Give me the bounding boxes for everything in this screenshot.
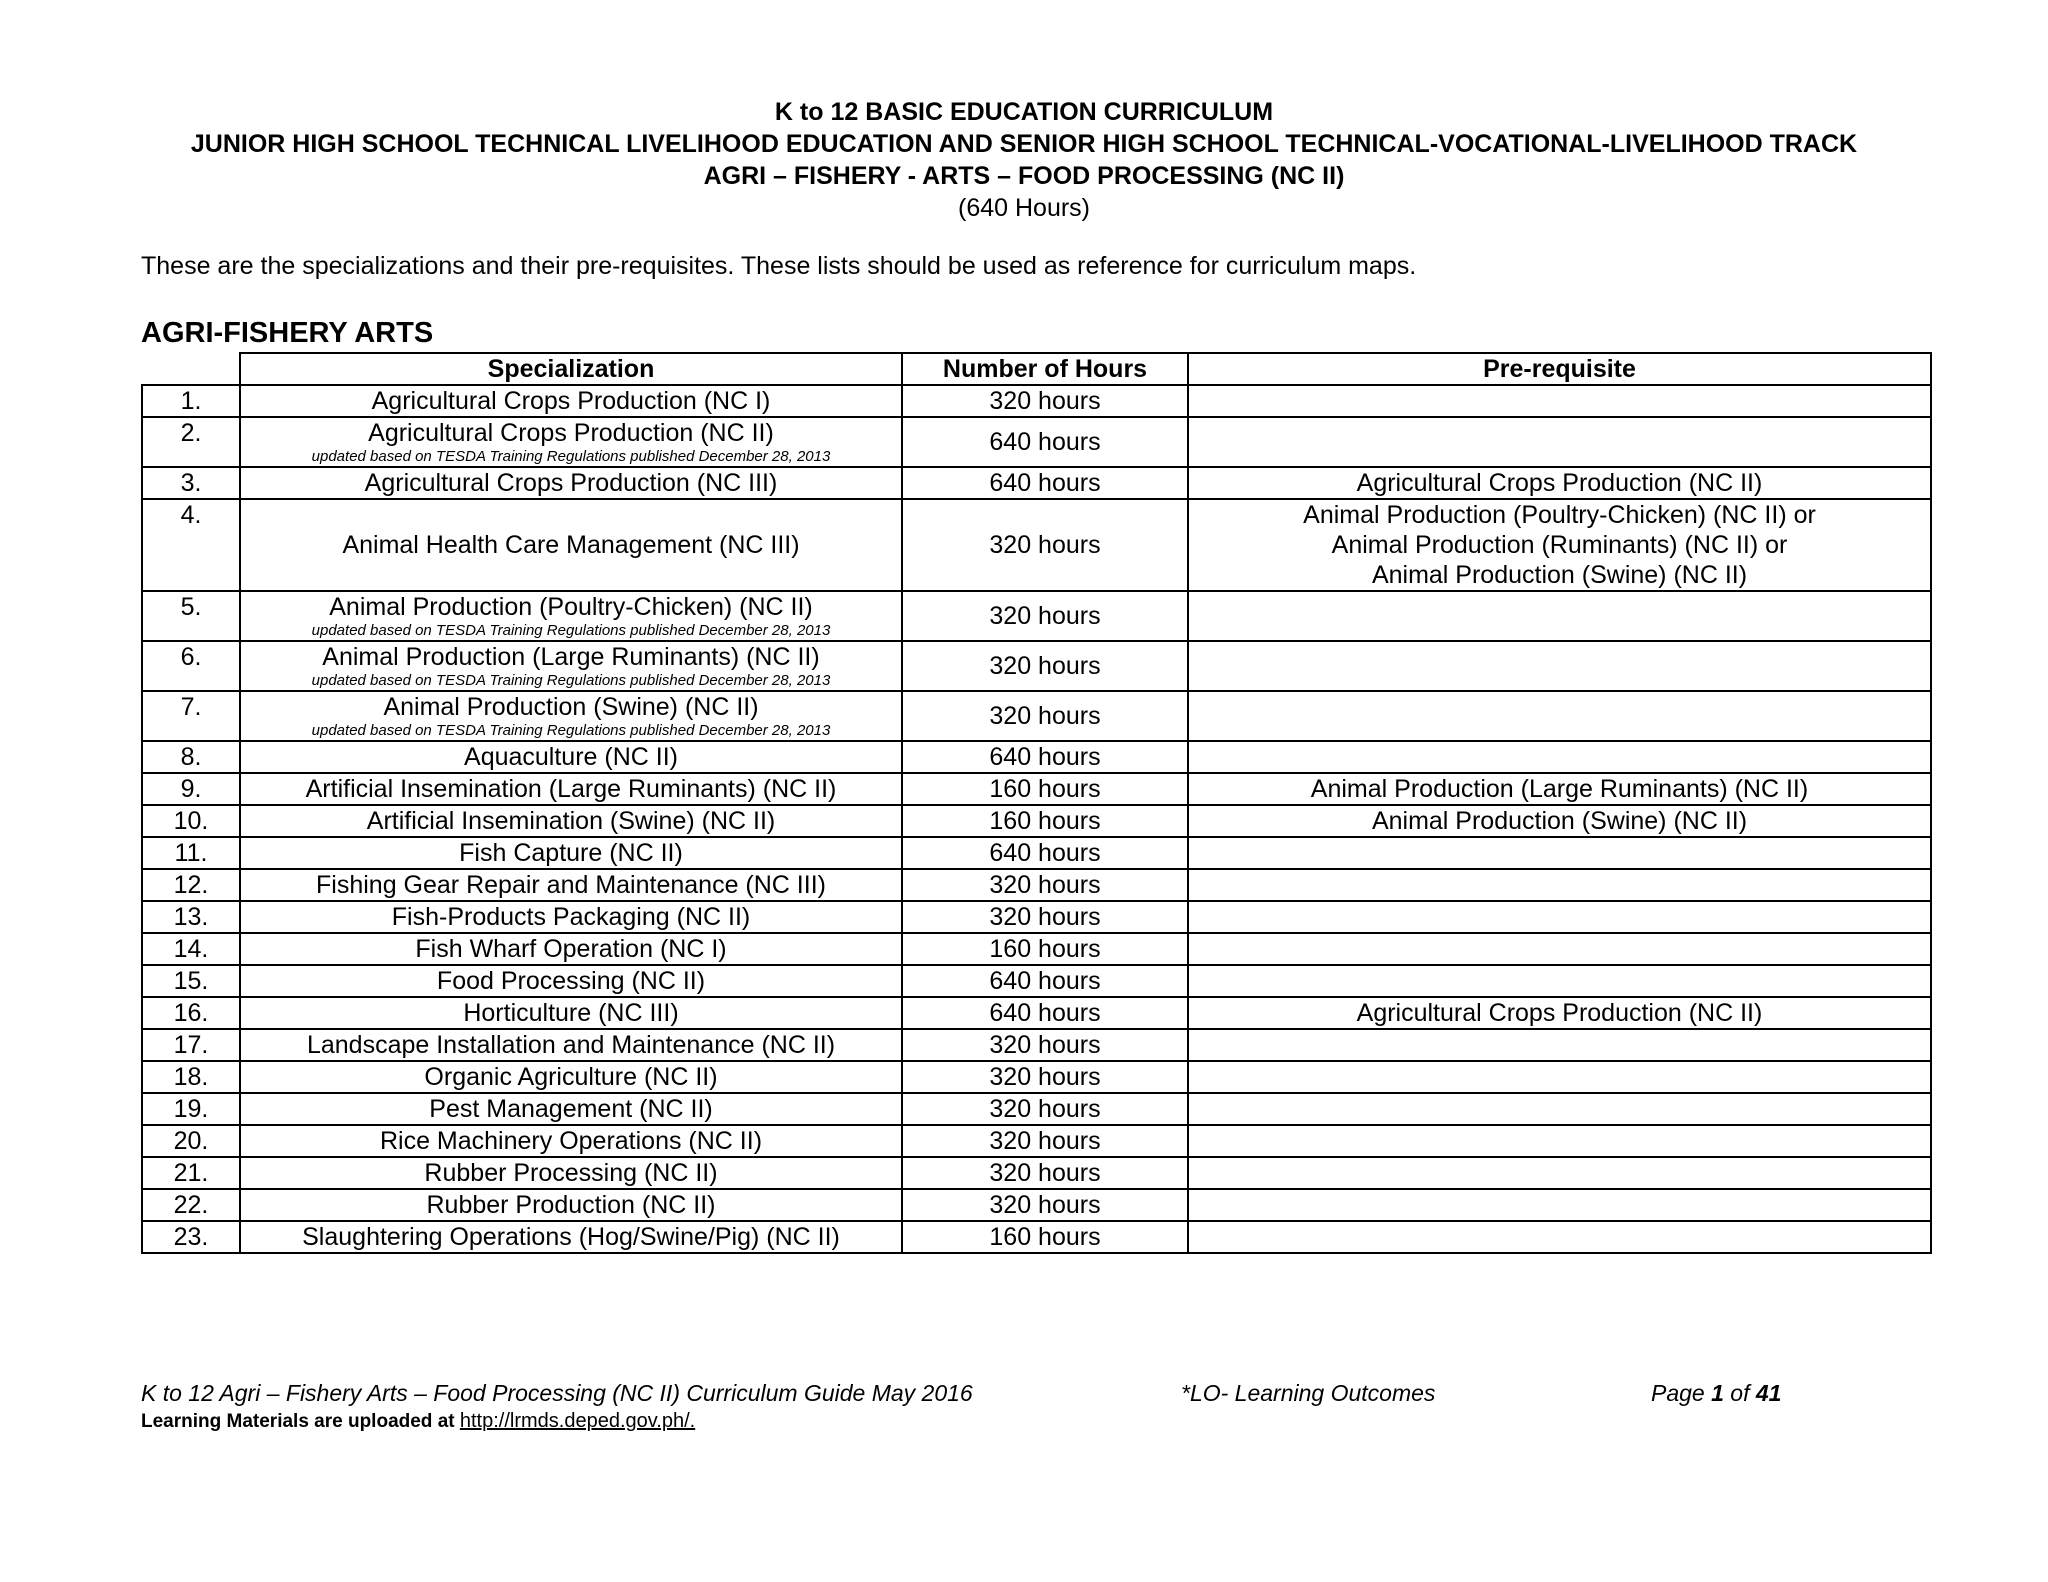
specialization-name: Animal Production (Poultry-Chicken) (NC II)	[329, 593, 813, 621]
specialization-table	[141, 352, 1932, 1254]
specialization-cell	[240, 691, 902, 741]
specialization-name: Aquaculture (NC II)	[464, 743, 678, 771]
table-row	[142, 691, 1931, 741]
hours-cell: 320 hours	[902, 591, 1188, 641]
specialization-cell	[240, 1061, 902, 1093]
header-number-cell	[142, 353, 240, 385]
specialization-cell	[240, 997, 902, 1029]
table-row	[142, 933, 1931, 965]
row-number: 11.	[142, 837, 240, 869]
row-number: 15.	[142, 965, 240, 997]
curriculum-title: K to 12 BASIC EDUCATION CURRICULUM	[774, 98, 1274, 126]
row-number: 5.	[142, 591, 240, 641]
hours-cell: 160 hours	[902, 805, 1188, 837]
table-row	[142, 805, 1931, 837]
prerequisite-cell	[1188, 641, 1931, 691]
prerequisite-cell	[1188, 933, 1931, 965]
hours-cell: 320 hours	[902, 901, 1188, 933]
row-number: 2.	[142, 417, 240, 467]
specialization-name: Animal Health Care Management (NC III)	[342, 531, 800, 559]
prerequisite-cell	[1188, 591, 1931, 641]
prerequisite-cell: Animal Production (Swine) (NC II)	[1188, 805, 1931, 837]
table-row	[142, 1125, 1931, 1157]
prerequisite-cell	[1188, 1221, 1931, 1253]
hours-cell: 320 hours	[902, 869, 1188, 901]
prerequisite-cell	[1188, 1157, 1931, 1189]
hours-cell: 320 hours	[902, 1029, 1188, 1061]
update-note: updated based on TESDA Training Regulations published December 28, 2013	[311, 722, 831, 739]
prerequisite-cell	[1188, 1029, 1931, 1061]
specialization-cell	[240, 773, 902, 805]
materials-link[interactable]: http://lrmds.deped.gov.ph/.	[459, 1410, 696, 1432]
hours-cell: 320 hours	[902, 1061, 1188, 1093]
table-row	[142, 467, 1931, 499]
table-row	[142, 385, 1931, 417]
row-number: 8.	[142, 741, 240, 773]
hours-cell: 320 hours	[902, 641, 1188, 691]
update-note: updated based on TESDA Training Regulations published December 28, 2013	[311, 672, 831, 689]
prerequisite-cell	[1188, 1125, 1931, 1157]
track-title: JUNIOR HIGH SCHOOL TECHNICAL LIVELIHOOD EDUCATION AND SENIOR HIGH SCHOOL TECHNICAL-VOCATIONAL-LIVELIHOOD TRACK	[190, 130, 1858, 158]
table-row	[142, 837, 1931, 869]
specialization-name: Fishing Gear Repair and Maintenance (NC III)	[316, 871, 826, 899]
row-number: 22.	[142, 1189, 240, 1221]
row-number: 16.	[142, 997, 240, 1029]
specialization-cell	[240, 933, 902, 965]
table-row	[142, 417, 1931, 467]
prerequisite-cell	[1188, 837, 1931, 869]
hours-cell: 160 hours	[902, 933, 1188, 965]
table-row	[142, 1061, 1931, 1093]
specialization-cell	[240, 499, 902, 591]
prerequisite-cell	[1188, 741, 1931, 773]
specialization-cell	[240, 1189, 902, 1221]
column-header-specialization: Specialization	[240, 353, 902, 385]
specialization-name: Artificial Insemination (Large Ruminants) (NC II)	[305, 775, 837, 803]
specialization-name: Slaughtering Operations (Hog/Swine/Pig) (NC II)	[302, 1223, 840, 1251]
intro-text: These are the specializations and their pre-requisites. These lists should be used as reference for curriculum maps.	[141, 252, 1417, 280]
row-number: 6.	[142, 641, 240, 691]
column-header-hours: Number of Hours	[902, 353, 1188, 385]
table-row	[142, 965, 1931, 997]
row-number: 9.	[142, 773, 240, 805]
table-row	[142, 1221, 1931, 1253]
specialization-name: Pest Management (NC II)	[429, 1095, 713, 1123]
hours-cell: 320 hours	[902, 1157, 1188, 1189]
specialization-cell	[240, 1029, 902, 1061]
hours-cell: 640 hours	[902, 837, 1188, 869]
footer-guide: K to 12 Agri – Fishery Arts – Food Processing (NC II) Curriculum Guide May 2016	[141, 1380, 973, 1406]
specialization-name: Animal Production (Large Ruminants) (NC II)	[322, 643, 820, 671]
page-indicator	[1651, 1380, 1781, 1407]
specialization-cell	[240, 385, 902, 417]
section-title: AGRI-FISHERY ARTS	[141, 317, 434, 349]
specialization-cell	[240, 1125, 902, 1157]
hours-cell: 320 hours	[902, 1093, 1188, 1125]
hours-cell: 640 hours	[902, 417, 1188, 467]
prerequisite-cell	[1188, 869, 1931, 901]
table-row	[142, 741, 1931, 773]
specialization-cell	[240, 869, 902, 901]
hours-cell: 320 hours	[902, 499, 1188, 591]
row-number: 12.	[142, 869, 240, 901]
specialization-name: Agricultural Crops Production (NC III)	[364, 469, 778, 497]
specialization-cell	[240, 417, 902, 467]
table-row	[142, 869, 1931, 901]
row-number: 21.	[142, 1157, 240, 1189]
table-row	[142, 773, 1931, 805]
hours-cell: 640 hours	[902, 997, 1188, 1029]
page-number: 1	[1711, 1380, 1724, 1406]
update-note: updated based on TESDA Training Regulations published December 28, 2013	[311, 622, 831, 639]
specialization-cell	[240, 641, 902, 691]
specialization-cell	[240, 1157, 902, 1189]
row-number: 19.	[142, 1093, 240, 1125]
table-row	[142, 1029, 1931, 1061]
table-row	[142, 901, 1931, 933]
document-header	[0, 96, 2048, 224]
prerequisite-cell	[1188, 385, 1931, 417]
table-body	[142, 385, 1931, 1253]
specialization-name: Fish Capture (NC II)	[459, 839, 683, 867]
prerequisite-cell	[1188, 1093, 1931, 1125]
prerequisite-cell: Agricultural Crops Production (NC II)	[1188, 997, 1931, 1029]
materials-label: Learning Materials are uploaded at	[141, 1411, 455, 1432]
specialization-name: Food Processing (NC II)	[436, 967, 706, 995]
row-number: 23.	[142, 1221, 240, 1253]
materials-line	[141, 1410, 695, 1433]
table-row	[142, 997, 1931, 1029]
specialization-cell	[240, 741, 902, 773]
prerequisite-cell: Agricultural Crops Production (NC II)	[1188, 467, 1931, 499]
specialization-cell	[240, 965, 902, 997]
hours-cell: 320 hours	[902, 385, 1188, 417]
specialization-cell	[240, 805, 902, 837]
hours-cell: 320 hours	[902, 1125, 1188, 1157]
specialization-cell	[240, 1093, 902, 1125]
row-number: 7.	[142, 691, 240, 741]
specialization-name: Agricultural Crops Production (NC I)	[371, 387, 771, 415]
prerequisite-cell	[1188, 901, 1931, 933]
row-number: 1.	[142, 385, 240, 417]
row-number: 20.	[142, 1125, 240, 1157]
hours-cell: 640 hours	[902, 965, 1188, 997]
row-number: 10.	[142, 805, 240, 837]
specialization-cell	[240, 1221, 902, 1253]
row-number: 13.	[142, 901, 240, 933]
page-total: 41	[1755, 1380, 1782, 1406]
specialization-cell	[240, 591, 902, 641]
update-note: updated based on TESDA Training Regulations published December 28, 2013	[311, 448, 831, 465]
table-row	[142, 641, 1931, 691]
specialization-cell	[240, 467, 902, 499]
table-row	[142, 1189, 1931, 1221]
course-title: AGRI – FISHERY - ARTS – FOOD PROCESSING (NC II)	[703, 162, 1345, 190]
hours-cell: 640 hours	[902, 741, 1188, 773]
specialization-name: Rice Machinery Operations (NC II)	[379, 1127, 763, 1155]
page-prefix: Page	[1651, 1380, 1705, 1406]
specialization-name: Agricultural Crops Production (NC II)	[368, 419, 774, 447]
hours-cell: 320 hours	[902, 1189, 1188, 1221]
footer-lo-note: *LO- Learning Outcomes	[1181, 1380, 1436, 1406]
specialization-cell	[240, 901, 902, 933]
table-row	[142, 591, 1931, 641]
hours-cell: 160 hours	[902, 773, 1188, 805]
table-row	[142, 499, 1931, 591]
prerequisite-cell	[1188, 965, 1931, 997]
specialization-name: Rubber Processing (NC II)	[424, 1159, 718, 1187]
prerequisite-cell: Animal Production (Poultry-Chicken) (NC II) or Animal Production (Ruminants) (NC II) or Animal Production (Swine) (NC II)	[1188, 499, 1931, 591]
specialization-name: Horticulture (NC III)	[463, 999, 679, 1027]
prerequisite-cell	[1188, 417, 1931, 467]
row-number: 14.	[142, 933, 240, 965]
row-number: 4.	[142, 499, 240, 591]
page-of: of	[1730, 1380, 1750, 1406]
prerequisite-cell	[1188, 1061, 1931, 1093]
hours-cell: 320 hours	[902, 691, 1188, 741]
column-header-prerequisite: Pre-requisite	[1188, 353, 1931, 385]
table-header-row	[142, 353, 1931, 385]
prerequisite-cell: Animal Production (Large Ruminants) (NC II)	[1188, 773, 1931, 805]
specialization-cell	[240, 837, 902, 869]
prerequisite-cell	[1188, 1189, 1931, 1221]
specialization-name: Artificial Insemination (Swine) (NC II)	[366, 807, 776, 835]
specialization-name: Fish-Products Packaging (NC II)	[391, 903, 751, 931]
specialization-name: Rubber Production (NC II)	[426, 1191, 716, 1219]
row-number: 3.	[142, 467, 240, 499]
specialization-name: Organic Agriculture (NC II)	[424, 1063, 718, 1091]
specialization-name: Animal Production (Swine) (NC II)	[383, 693, 759, 721]
hours-cell: 160 hours	[902, 1221, 1188, 1253]
specialization-name: Landscape Installation and Maintenance (NC II)	[306, 1031, 836, 1059]
table-row	[142, 1157, 1931, 1189]
row-number: 17.	[142, 1029, 240, 1061]
course-hours: (640 Hours)	[958, 194, 1090, 222]
specialization-name: Fish Wharf Operation (NC I)	[415, 935, 727, 963]
row-number: 18.	[142, 1061, 240, 1093]
hours-cell: 640 hours	[902, 467, 1188, 499]
table-row	[142, 1093, 1931, 1125]
prerequisite-cell	[1188, 691, 1931, 741]
